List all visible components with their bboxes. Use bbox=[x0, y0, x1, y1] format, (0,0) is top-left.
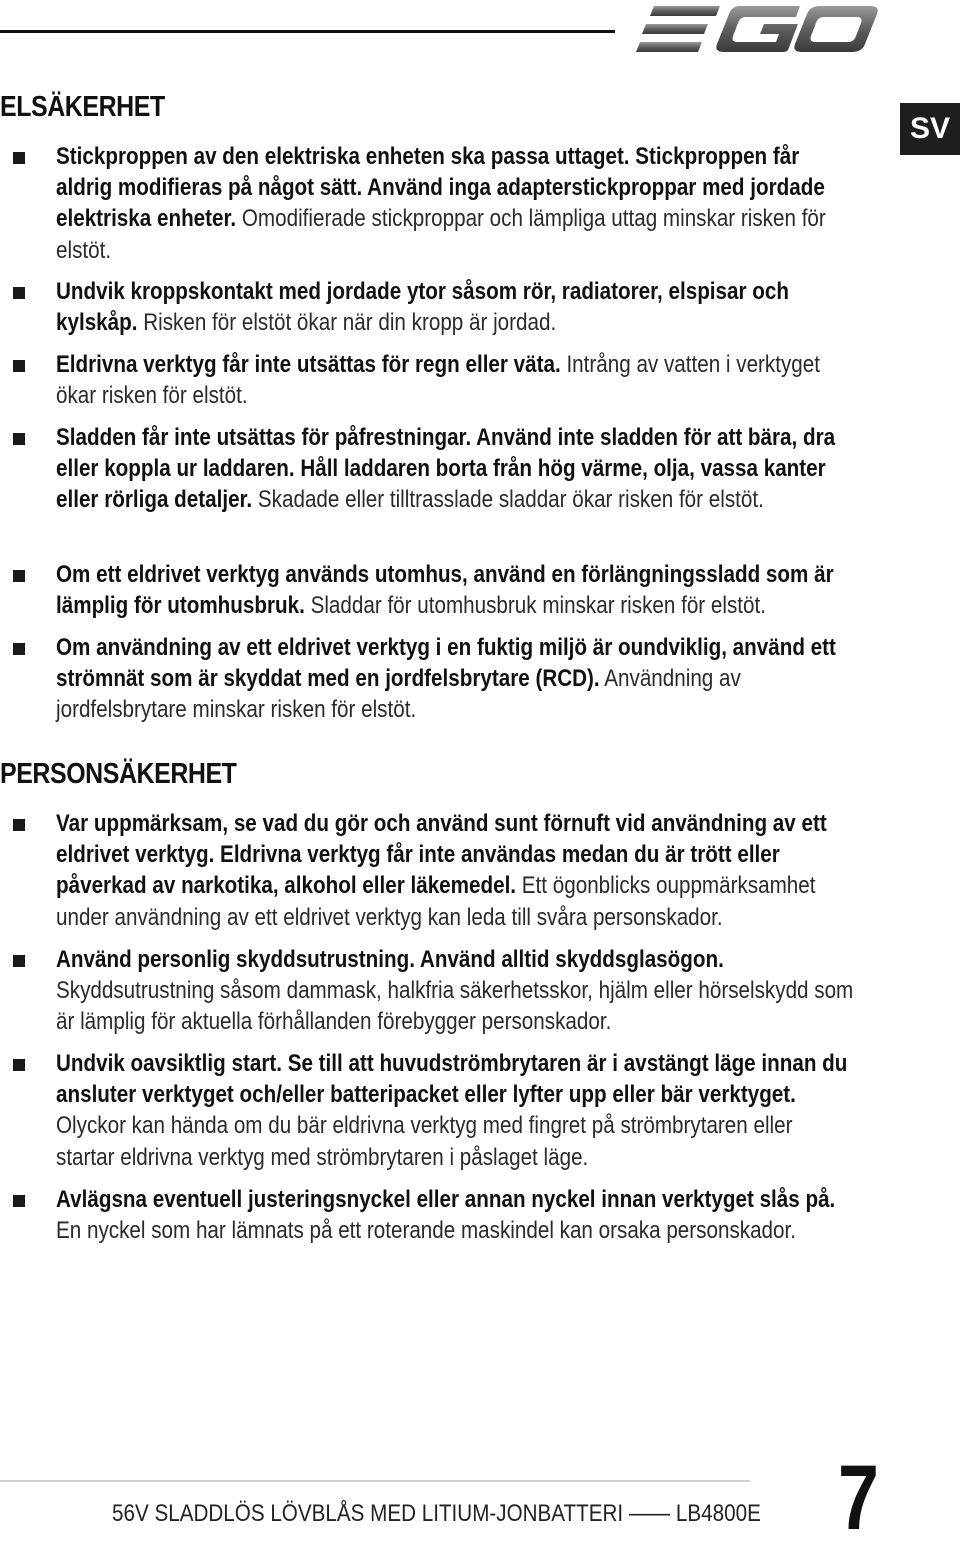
item-bold-text: Om användning av ett eldrivet verktyg i en fuktig miljö är oundviklig, använd ett strömnät som är skyddat med en jordfelsbrytare (RCD). bbox=[56, 634, 836, 693]
list-item bbox=[0, 422, 960, 559]
elsakerhet-list bbox=[0, 141, 960, 732]
item-bold-text: Om ett eldrivet verktyg används utomhus, använd en förlängningssladd som är lämplig för utomhusbruk. bbox=[56, 561, 834, 620]
list-item bbox=[0, 559, 960, 632]
item-text: Skyddsutrustning såsom dammask, halkfria säkerhetsskor, hjälm eller hörselskydd som är lämplig för aktuella förhållanden förebygger personskador. bbox=[56, 977, 854, 1036]
bullet-icon bbox=[13, 360, 25, 372]
language-tab: SV bbox=[900, 103, 960, 155]
header-rule bbox=[0, 30, 615, 33]
bullet-icon bbox=[13, 643, 25, 655]
bullet-icon bbox=[13, 955, 25, 967]
item-text: Användning av jordfelsbrytare minskar risken för elstöt. bbox=[56, 665, 741, 724]
item-bold-text: Avlägsna eventuell justeringsnyckel eller annan nyckel innan verktyget slås på. bbox=[56, 1186, 836, 1213]
list-item bbox=[0, 632, 960, 732]
bullet-icon bbox=[13, 570, 25, 582]
item-text: Ett ögonblicks ouppmärksamhet under användning av ett eldrivet verktyg kan leda till svåra personskador. bbox=[56, 872, 816, 931]
item-bold-text: Stickproppen av den elektriska enheten ska passa uttaget. Stickproppen får aldrig modifieras på något sätt. Använd inga adapterstickproppar med jordade elektriska enheter. bbox=[56, 143, 825, 233]
page-number: 7 bbox=[838, 1447, 879, 1549]
ego-logo bbox=[636, 2, 880, 56]
bullet-icon bbox=[13, 433, 25, 445]
bullet-icon bbox=[13, 1195, 25, 1207]
item-text: Olyckor kan hända om du bär eldrivna verktyg med fingret på strömbrytaren eller startar eldrivna verktyg med strömbrytaren i påslaget läge. bbox=[56, 1112, 793, 1171]
item-text: Omodifierade stickproppar och lämpliga uttag minskar risken för elstöt. bbox=[56, 205, 826, 264]
item-bold-text: Undvik kroppskontakt med jordade ytor såsom rör, radiatorer, elspisar och kylskåp. bbox=[56, 278, 789, 337]
list-item bbox=[0, 141, 960, 276]
item-text: Risken för elstöt ökar när din kropp är jordad. bbox=[137, 309, 557, 337]
list-item bbox=[0, 349, 960, 422]
list-item bbox=[0, 1048, 960, 1184]
bullet-icon bbox=[13, 152, 25, 164]
list-item bbox=[0, 944, 960, 1048]
item-bold-text: Undvik oavsiktlig start. Se till att huvudströmbrytaren är i avstängt läge innan du ansluter verktyget och/eller batteripacket eller lyfter upp eller bär verktyget. bbox=[56, 1050, 848, 1109]
personsakerhet-list bbox=[0, 808, 960, 1284]
list-item bbox=[0, 1184, 960, 1284]
bullet-icon bbox=[13, 287, 25, 299]
footer-product-title: 56V SLADDLÖS LÖVBLÅS MED LITIUM-JONBATTERI —— LB4800E bbox=[112, 1500, 761, 1527]
section-title-personsakerhet: PERSONSÄKERHET bbox=[0, 758, 237, 790]
item-text: Skadade eller tilltrasslade sladdar ökar risken för elstöt. bbox=[252, 486, 764, 514]
item-bold-text: Var uppmärksam, se vad du gör och använd sunt förnuft vid användning av ett eldrivet verktyg. Eldrivna verktyg får inte användas medan du är trött eller påverkad av narkotika, alkohol eller läkemedel. bbox=[56, 810, 827, 900]
bullet-icon bbox=[13, 819, 25, 831]
item-bold-text: Använd personlig skyddsutrustning. Använd alltid skyddsglasögon. bbox=[56, 946, 724, 973]
item-text: En nyckel som har lämnats på ett roterande maskindel kan orsaka personskador. bbox=[56, 1217, 796, 1245]
item-text: Intrång av vatten i verktyget ökar risken för elstöt. bbox=[56, 351, 821, 410]
item-bold-text: Eldrivna verktyg får inte utsättas för regn eller väta. bbox=[56, 351, 561, 378]
bullet-icon bbox=[13, 1059, 25, 1071]
list-item bbox=[0, 808, 960, 944]
section-title-elsakerhet: ELSÄKERHET bbox=[0, 91, 165, 123]
footer-rule bbox=[0, 1480, 750, 1482]
item-text: Sladdar för utomhusbruk minskar risken för elstöt. bbox=[304, 592, 766, 620]
item-bold-text: Sladden får inte utsättas för påfrestningar. Använd inte sladden för att bära, dra eller koppla ur laddaren. Håll laddaren borta från hög värme, olja, vassa kanter eller rörliga detaljer. bbox=[56, 424, 836, 514]
list-item bbox=[0, 276, 960, 349]
